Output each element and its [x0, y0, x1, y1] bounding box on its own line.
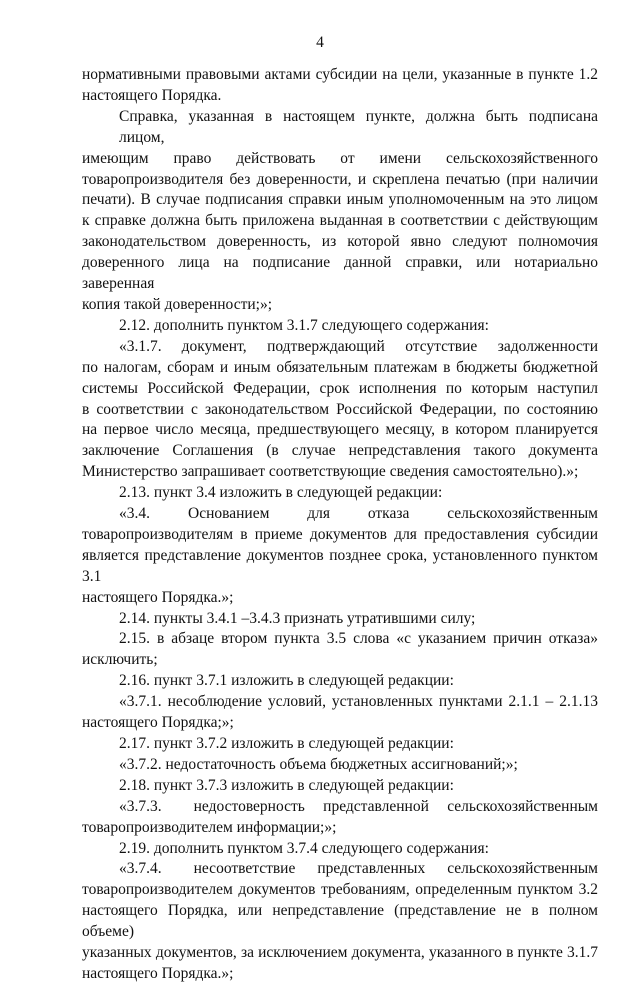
- text-line: доверенного лица на подписание данной справки, или нотариально заверенная: [82, 254, 598, 293]
- text-line: исключить;: [82, 651, 158, 669]
- text-line: указанных документов, за исключением документа, указанного в пункте 3.1.7: [82, 944, 598, 962]
- amendment-2-12: 2.12. дополнить пунктом 3.1.7 следующего содержания:: [119, 316, 489, 334]
- text-line: товаропроизводителем документов требованиям, определенным пунктом 3.2: [82, 881, 598, 899]
- clause-number: «3.7.3.: [119, 797, 162, 815]
- clause-3-4: [82, 504, 598, 609]
- text-line: Основанием для отказа сельскохозяйственным: [188, 505, 598, 523]
- clause-3-7-1: [82, 692, 598, 734]
- text-line: 2.15. в абзаце втором пункта 3.5 слова «с указанием причин отказа»: [119, 630, 598, 648]
- clause-3-1-7: [82, 337, 598, 483]
- text-line: настоящего Порядка.: [82, 86, 222, 104]
- text-line: товаропроизводителям в приеме документов для предоставления субсидии: [82, 525, 598, 543]
- text-line: является представление документов позднее срока, установленного пунктом 3.1: [82, 546, 598, 585]
- text-line: законодательством доверенность, из которой явно следуют полномочия: [82, 233, 598, 251]
- text-line: копия такой доверенности;»;: [82, 295, 273, 313]
- text-line: по налогам, сборам и иным обязательным платежам в бюджеты бюджетной: [82, 358, 598, 376]
- amendment-2-18: 2.18. пункт 3.7.3 изложить в следующей редакции:: [119, 776, 454, 794]
- text-line: документ, подтверждающий отсутствие задолженности: [181, 337, 598, 355]
- text-line: настоящего Порядка, или непредставление (представление не в полном объеме): [82, 902, 598, 941]
- paragraph-1-continuation: [82, 65, 598, 107]
- clause-3-7-3: [82, 797, 598, 839]
- document-body: [82, 65, 598, 985]
- text-line: системы Российской Федерации, срок исполнения по которым наступил: [82, 379, 598, 397]
- amendment-2-16: 2.16. пункт 3.7.1 изложить в следующей редакции:: [119, 672, 454, 690]
- clause-3-7-4: [82, 859, 598, 984]
- text-line: в соответствии с законодательством Российской Федерации, по состоянию: [82, 400, 598, 418]
- text-line: к справке должна быть приложена выданная в соответствии с действующим: [82, 212, 598, 230]
- text-line: настоящего Порядка;»;: [82, 714, 234, 732]
- text-line: товаропроизводителем информации;»;: [82, 818, 337, 836]
- clause-number: «3.4.: [119, 505, 150, 523]
- clause-3-7-2: «3.7.2. недостаточность объема бюджетных ассигнований;»;: [119, 755, 518, 773]
- clause-number: «3.1.7.: [119, 337, 162, 355]
- clause-number: «3.7.4.: [119, 860, 162, 878]
- text-line: Справка, указанная в настоящем пункте, должна быть подписана лицом,: [119, 107, 598, 146]
- text-line: «3.7.1. несоблюдение условий, установленных пунктами 2.1.1 – 2.1.13: [119, 693, 598, 711]
- page-number: 4: [316, 34, 324, 51]
- text-line: нормативными правовыми актами субсидии на цели, указанные в пункте 1.2: [82, 66, 598, 83]
- paragraph-certificate-signature: [82, 107, 598, 316]
- text-line: товаропроизводителя без доверенности, и скреплена печатью (при наличии: [82, 170, 598, 188]
- amendment-2-15: [82, 629, 598, 671]
- text-line: несоответствие представленных сельскохозяйственным: [193, 860, 598, 878]
- amendment-2-19: 2.19. дополнить пунктом 3.7.4 следующего содержания:: [119, 839, 489, 857]
- text-line: имеющим право действовать от имени сельскохозяйственного: [82, 149, 598, 167]
- text-line: на первое число месяца, предшествующего месяцу, в котором планируется: [82, 421, 598, 439]
- text-line: недостоверность представленной сельскохозяйственным: [193, 797, 598, 815]
- text-line: настоящего Порядка.»;: [82, 964, 234, 982]
- amendment-2-13: 2.13. пункт 3.4 изложить в следующей редакции:: [119, 484, 443, 502]
- text-line: заключение Соглашения (в случае непредставления такого документа: [82, 442, 598, 460]
- text-line: Министерство запрашивает соответствующие сведения самостоятельно).»;: [82, 463, 579, 481]
- text-line: настоящего Порядка.»;: [82, 588, 234, 606]
- amendment-2-14: 2.14. пункты 3.4.1 –3.4.3 признать утратившими силу;: [119, 609, 476, 627]
- amendment-2-17: 2.17. пункт 3.7.2 изложить в следующей редакции:: [119, 735, 454, 752]
- text-line: печати). В случае подписания справки иным уполномоченным на это лицом: [82, 191, 598, 209]
